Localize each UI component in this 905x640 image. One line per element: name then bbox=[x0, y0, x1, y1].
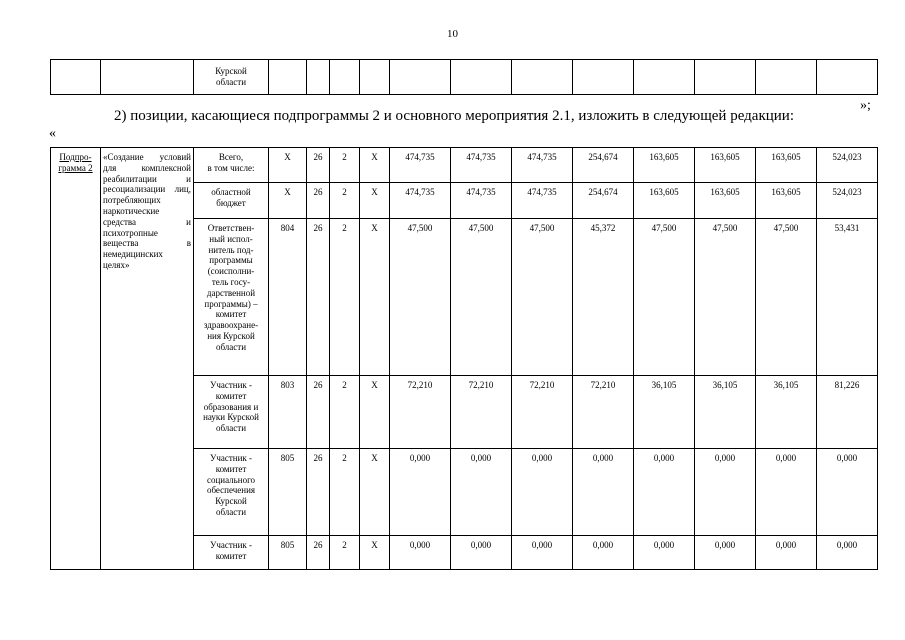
amount-cell: 163,605 bbox=[695, 183, 756, 219]
amount-cell: 0,000 bbox=[573, 536, 634, 570]
funding-source: Всего, в том числе: bbox=[194, 148, 269, 183]
budget-code: X bbox=[269, 183, 307, 219]
amount-cell: 254,674 bbox=[573, 148, 634, 183]
amount-cell: 0,000 bbox=[695, 449, 756, 536]
amount-cell: 72,210 bbox=[451, 376, 512, 449]
amount-cell: 72,210 bbox=[512, 376, 573, 449]
funding-source: Ответствен- ный испол- нитель под- программы (соисполни- тель госу- дарственной программы) – комитет здравоохране- ния Курской области bbox=[194, 219, 269, 376]
funding-source: областной бюджет bbox=[194, 183, 269, 219]
table-cell bbox=[695, 60, 756, 95]
amount-cell: 163,605 bbox=[695, 148, 756, 183]
amount-cell: 36,105 bbox=[756, 376, 817, 449]
amount-cell: 47,500 bbox=[512, 219, 573, 376]
budget-code: X bbox=[269, 148, 307, 183]
amount-cell: 36,105 bbox=[695, 376, 756, 449]
table-cell bbox=[634, 60, 695, 95]
section-code: 26 bbox=[307, 536, 330, 570]
amount-cell: 474,735 bbox=[512, 183, 573, 219]
amount-cell: 0,000 bbox=[817, 449, 878, 536]
target-code: X bbox=[360, 376, 390, 449]
section-code: 26 bbox=[307, 449, 330, 536]
table-cell bbox=[756, 60, 817, 95]
amount-cell: 0,000 bbox=[451, 536, 512, 570]
amount-cell: 47,500 bbox=[451, 219, 512, 376]
amount-cell: 45,372 bbox=[573, 219, 634, 376]
amount-cell: 47,500 bbox=[390, 219, 451, 376]
amount-cell: 474,735 bbox=[451, 148, 512, 183]
table-row bbox=[51, 60, 878, 95]
amount-cell: 0,000 bbox=[573, 449, 634, 536]
amount-cell: 53,431 bbox=[817, 219, 878, 376]
amount-cell: 524,023 bbox=[817, 183, 878, 219]
amount-cell: 0,000 bbox=[390, 449, 451, 536]
subprogram-funding-table bbox=[50, 147, 878, 570]
closing-quote: »; bbox=[860, 98, 871, 113]
amount-cell: 0,000 bbox=[512, 449, 573, 536]
subsection-code: 2 bbox=[330, 449, 360, 536]
table-cell bbox=[307, 60, 330, 95]
amount-cell: 474,735 bbox=[512, 148, 573, 183]
amount-cell: 163,605 bbox=[756, 148, 817, 183]
amount-cell: 0,000 bbox=[817, 536, 878, 570]
table-cell: Курской области bbox=[194, 60, 269, 95]
table-cell bbox=[269, 60, 307, 95]
amendment-instruction: 2) позиции, касающиеся подпрограммы 2 и основного мероприятия 2.1, изложить в следующей редакции: bbox=[114, 108, 794, 124]
target-code: X bbox=[360, 219, 390, 376]
amount-cell: 163,605 bbox=[634, 148, 695, 183]
target-code: X bbox=[360, 148, 390, 183]
budget-code: 805 bbox=[269, 536, 307, 570]
table-cell bbox=[573, 60, 634, 95]
amount-cell: 36,105 bbox=[634, 376, 695, 449]
subsection-code: 2 bbox=[330, 219, 360, 376]
amount-cell: 0,000 bbox=[512, 536, 573, 570]
subsection-code: 2 bbox=[330, 376, 360, 449]
amount-cell: 524,023 bbox=[817, 148, 878, 183]
subprogram-title: «Создание условий для комплексной реабилитации и ресоциализации лиц, потребляющих наркотические средства и психотропные вещества в немедицинских целях» bbox=[101, 148, 194, 570]
section-code: 26 bbox=[307, 376, 330, 449]
amount-cell: 0,000 bbox=[390, 536, 451, 570]
section-code: 26 bbox=[307, 219, 330, 376]
table-cell bbox=[817, 60, 878, 95]
table-cell bbox=[360, 60, 390, 95]
target-code: X bbox=[360, 449, 390, 536]
amount-cell: 0,000 bbox=[756, 449, 817, 536]
section-code: 26 bbox=[307, 148, 330, 183]
amount-cell: 81,226 bbox=[817, 376, 878, 449]
amount-cell: 163,605 bbox=[756, 183, 817, 219]
funding-source: Участник - комитет bbox=[194, 536, 269, 570]
table-row bbox=[51, 148, 878, 183]
amount-cell: 0,000 bbox=[451, 449, 512, 536]
subsection-code: 2 bbox=[330, 148, 360, 183]
amount-cell: 474,735 bbox=[390, 148, 451, 183]
amount-cell: 47,500 bbox=[756, 219, 817, 376]
opening-quote: « bbox=[49, 126, 56, 141]
amount-cell: 474,735 bbox=[390, 183, 451, 219]
page-number: 10 bbox=[447, 28, 458, 40]
amount-cell: 0,000 bbox=[634, 536, 695, 570]
budget-code: 805 bbox=[269, 449, 307, 536]
amount-cell: 72,210 bbox=[390, 376, 451, 449]
subsection-code: 2 bbox=[330, 183, 360, 219]
table-cell bbox=[51, 60, 101, 95]
amount-cell: 0,000 bbox=[695, 536, 756, 570]
table-cell bbox=[101, 60, 194, 95]
budget-code: 804 bbox=[269, 219, 307, 376]
subprogram-label: Подпро- грамма 2 bbox=[51, 148, 101, 570]
amount-cell: 254,674 bbox=[573, 183, 634, 219]
table-cell bbox=[451, 60, 512, 95]
funding-source: Участник - комитет социального обеспечения Курской области bbox=[194, 449, 269, 536]
target-code: X bbox=[360, 536, 390, 570]
table-cell bbox=[390, 60, 451, 95]
subsection-code: 2 bbox=[330, 536, 360, 570]
amount-cell: 0,000 bbox=[756, 536, 817, 570]
funding-source: Участник - комитет образования и науки Курской области bbox=[194, 376, 269, 449]
table-cell bbox=[512, 60, 573, 95]
amount-cell: 474,735 bbox=[451, 183, 512, 219]
amount-cell: 47,500 bbox=[695, 219, 756, 376]
amount-cell: 163,605 bbox=[634, 183, 695, 219]
target-code: X bbox=[360, 183, 390, 219]
table-cell bbox=[330, 60, 360, 95]
amount-cell: 72,210 bbox=[573, 376, 634, 449]
section-code: 26 bbox=[307, 183, 330, 219]
amount-cell: 0,000 bbox=[634, 449, 695, 536]
continued-table-row bbox=[50, 59, 878, 95]
budget-code: 803 bbox=[269, 376, 307, 449]
amount-cell: 47,500 bbox=[634, 219, 695, 376]
